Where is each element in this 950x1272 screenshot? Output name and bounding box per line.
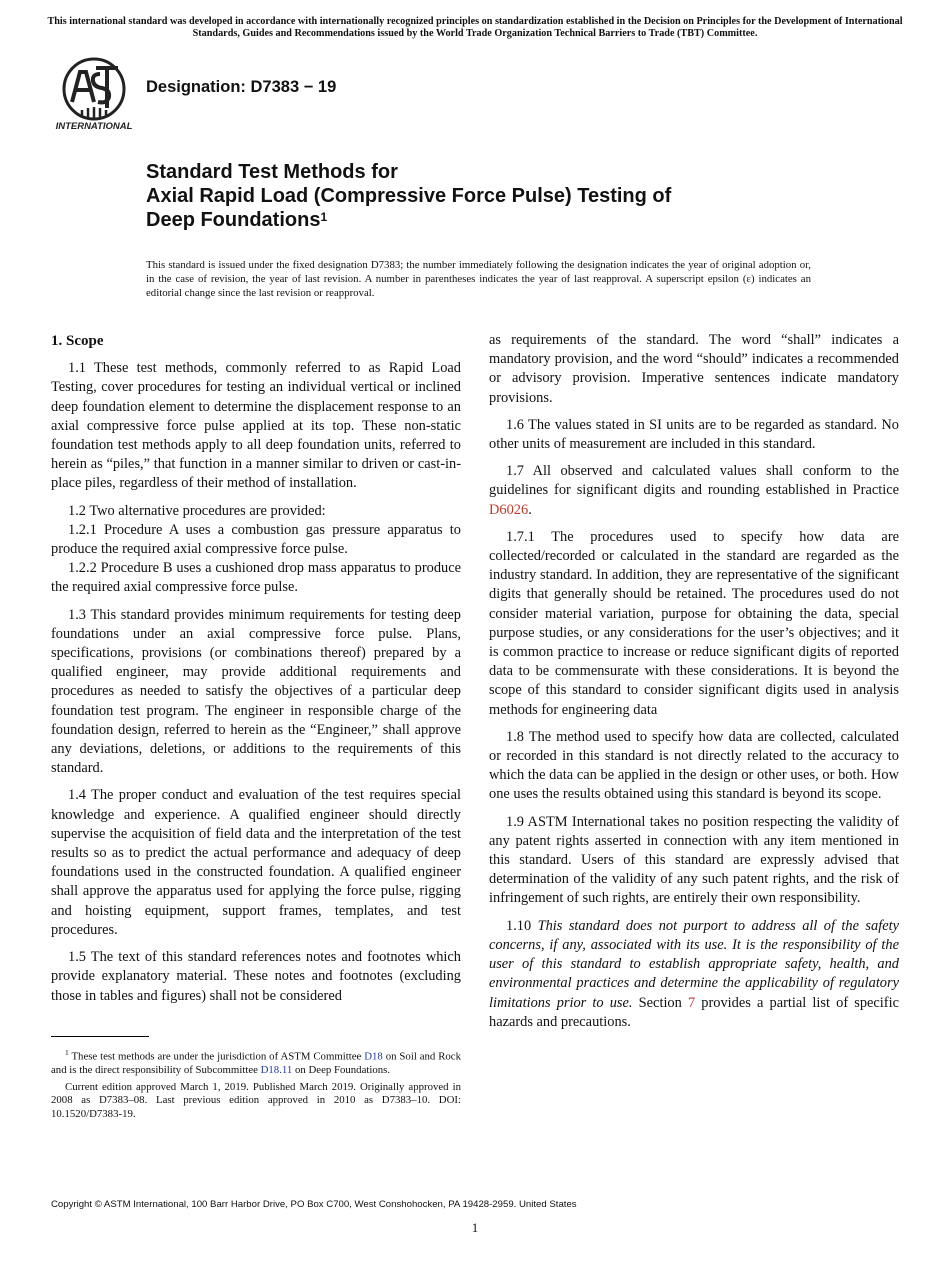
footnote-edition: Current edition approved March 1, 2019. Published March 2019. Originally approved in 2008 as D7383–08. Last previous edition approved in 2010 as D7383–10. DOI: 10.1520/D7383-19. [51, 1080, 461, 1120]
paragraph-1-3: 1.3 This standard provides minimum requirements for testing deep foundations under an axial compressive force pulse. Plans, specifications, provisions (or combinations thereof) prepared by a qualified engineer, may provide additional requirements and procedures as needed to satisfy the objectives of a particular deep foundation test program. The engineer in responsible charge of the foundation design, referred to herein as the “Engineer,” shall approve any deviations, deletions, or additions to the requirements of this standard. [51, 606, 461, 777]
paragraph-1-5-continued: as requirements of the standard. The word “shall” indicates a mandatory provision, and the word “should” indicates a recommended or advisory provision. Imperative sentences indicate mandatory provisions. [489, 332, 899, 406]
paragraph-1-2-1: 1.2.1 Procedure A uses a combustion gas pressure apparatus to produce the required axial compressive force pulse. [51, 521, 461, 558]
paragraph-1-7-1: 1.7.1 The procedures used to specify how data are collected/recorded or calculated in the standard are regarded as the industry standard. In addition, they are representative of the significant digits that generally should be retained. The procedures used do not consider material variation, purpose for obtaining the data, special purpose studies, or any considerations for the user’s objectives; and it is common practice to increase or reduce significant digits of reported data to be commensurate with these considerations. It is beyond the scope of this standard to consider significant digits used in analysis methods for engineering data [489, 528, 899, 718]
copyright: Copyright © ASTM International, 100 Barr Harbor Drive, PO Box C700, West Conshohocken, PA 19428-2959. United States [51, 1199, 577, 1210]
section-heading-scope: 1. Scope [51, 333, 104, 349]
paragraph-1-8: 1.8 The method used to specify how data are collected, calculated or recorded in this standard is not directly related to the accuracy to which the data can be applied in the design or other uses, or both. How one uses the results obtained using this standard is beyond its scope. [489, 728, 899, 803]
paragraph-1-1: 1.1 These test methods, commonly referred to as Rapid Load Testing, cover procedures for testing an individual vertical or inclined deep foundation element to determine the displacement response to an axial compressive force pulse applied at its top. These non-static foundation test methods apply to all deep foundation units, referred to herein as “piles,” that function in a manner similar to driven or cast-in-place piles, regardless of their method of installation. [51, 360, 461, 492]
paragraph-1-7: 1.7 All observed and calculated values shall conform to the guidelines for significant digits and rounding established in Practice D6026. [489, 463, 899, 518]
paragraph-1-9: 1.9 ASTM International takes no position respecting the validity of any patent rights asserted in connection with any item mentioned in this standard. Users of this standard are expressly advised that determination of the validity of any such patent rights, and the risk of infringement of such rights, are entirely their own responsibility. [489, 813, 899, 907]
right-column [489, 331, 899, 1040]
link-d6026[interactable]: D6026 [489, 501, 529, 518]
page-number: 1 [471, 1220, 479, 1235]
footnote-1: $^1$ These test methods are under the jurisdiction of ASTM Committee D18 on Soil and Rock and is the direct responsibility of Subcommittee D18.11 on Deep Foundations. [51, 1048, 461, 1077]
title-line-1: Standard Test Methods for [146, 161, 398, 183]
paragraph-1-6: 1.6 The values stated in SI units are to be regarded as standard. No other units of measurement are included in this standard. [489, 416, 899, 453]
link-d18-11[interactable]: D18.11 [260, 1064, 293, 1077]
paragraph-1-2: 1.2 Two alternative procedures are provided: [68, 502, 326, 519]
title-line-3: Deep Foundations$^1$ [146, 209, 328, 231]
footnotes [51, 1046, 461, 1125]
paragraph-1-4: 1.4 The proper conduct and evaluation of the test requires special knowledge and experience. A qualified engineer should directly supervise the acquisition of field data and the interpretation of the test results so as to predict the actual performance and adequacy of deep foundations used in the constructed foundation. A qualified engineer shall approve the apparatus used for applying the force pulse, rigging and hoisting equipment, support frames, templates, and test procedures. [51, 787, 461, 938]
link-d18[interactable]: D18 [364, 1050, 383, 1063]
left-column [51, 332, 461, 1014]
issue-note: This standard is issued under the fixed designation D7383; the number immediately following the designation indicates the year of original adoption or, in the case of revision, the year of last revision. A number in parentheses indicates the year of last reapproval. A superscript epsilon (ε) indicates an editorial change since the last revision or reapproval. [146, 259, 811, 299]
footnote-divider [51, 1036, 149, 1037]
paragraph-1-5: 1.5 The text of this standard references notes and footnotes which provide explanatory material. These notes and footnotes (excluding those in tables and figures) shall not be considered [51, 949, 461, 1004]
document-title [146, 160, 846, 232]
paragraph-1-10: 1.10 This standard does not purport to address all of the safety concerns, if any, associated with its use. It is the responsibility of the user of this standard to establish appropriate safety, health, and environmental practices and determine the applicability of regulatory limitations prior to use. Section 7 provides a partial list of specific hazards and precautions. [489, 917, 899, 1030]
designation: Designation: D7383 − 19 [146, 78, 337, 96]
link-section-7[interactable]: 7 [687, 994, 696, 1011]
logo-text: INTERNATIONAL [55, 121, 133, 132]
astm-logo-icon [52, 54, 136, 134]
top-notice: This international standard was developed in accordance with internationally recognized principles on standardization established in the Decision on Principles for the Development of International Standards, Guides and Recommendations issued by the World Trade Organization Technical Barriers to Trade (TBT) Committee. [47, 16, 903, 39]
title-footnote-mark: 1 [320, 210, 328, 224]
paragraph-1-2-2: 1.2.2 Procedure B uses a cushioned drop mass apparatus to produce the required axial compressive force pulse. [51, 560, 461, 596]
title-line-2: Axial Rapid Load (Compressive Force Pulse) Testing of [146, 185, 672, 207]
